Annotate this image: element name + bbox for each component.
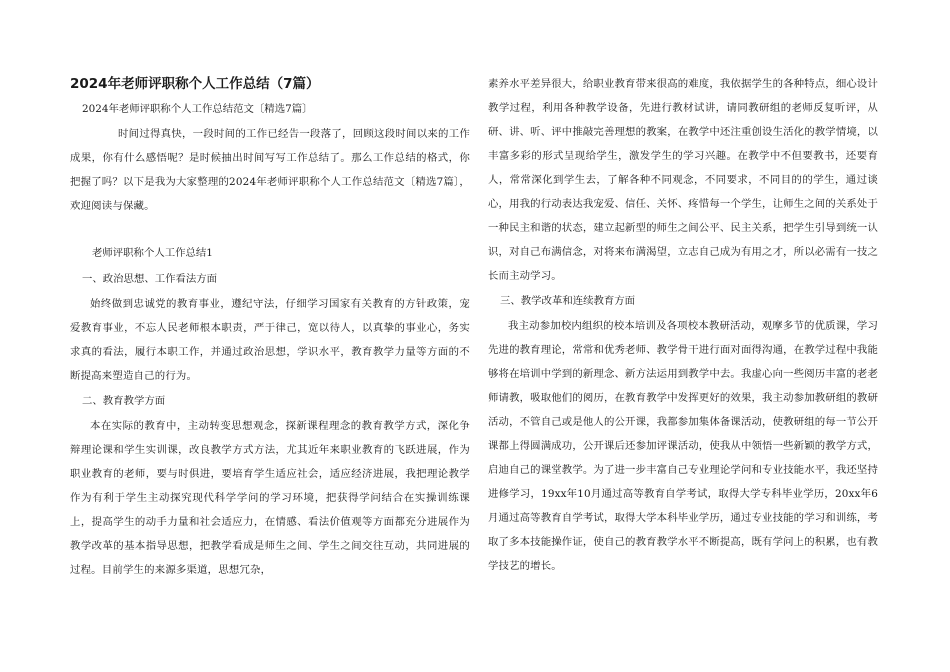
document-title: 2024年老师评职称个人工作总结（7篇）	[70, 76, 320, 92]
paragraph-politics: 始终做到忠诚党的教育事业，遵纪守法，仔细学习国家有关教育的方针政策，宠爱教育事业，不忘人民老师根本职责，严于律己，宽以待人，以真挚的事业心，务实求真的看法，履行本职工作，并通过政治思想，学识水平，教育教学力量等方面的不断提高来塑造自己的行为。	[70, 298, 470, 382]
section-title: 老师评职称个人工作总结1	[92, 247, 213, 259]
left-column	[70, 72, 470, 582]
heading-reform: 三、教学改革和连续教育方面	[500, 295, 636, 307]
blank-line	[70, 218, 470, 240]
paragraph-teaching: 本在实际的教育中，主动转变思想观念，探新课程理念的教育教学方式，深化争辩理论课和学生实训课，改良教学方式方法，尤其近年来职业教育的飞跃进展，作为职业教育的老师，要与时俱进，要培育学生适应社会，适应经济进展，我把理论教学作为有利于学生主动探究现代科学学问的学习环境，把获得学问结合在实操训练课上，提高学生的动手力量和社会适应力，在情感、看法价值观等方面都充分进展作为教学改革的基本指导思想，把教学看成是师生之间、学生之间交往互动，共同进展的过程。目前学生的来源多渠道，思想冗杂，	[70, 420, 470, 576]
heading-politics: 一、政治思想、工作看法方面	[82, 273, 218, 285]
document-subtitle: 2024年老师评职称个人工作总结范文〔精选7篇〕	[82, 103, 313, 115]
paragraph-teaching-continued: 素养水平差异很大，给职业教育带来很高的难度，我依据学生的各种特点，细心设计教学过程，利用各种教学设备，先进行教材试讲，请同教研组的老师反复听评，从研、讲、听、评中推敲完善理想的教案，在教学中还注重创设生活化的教学情境，以丰富多彩的形式呈现给学生，激发学生的学习兴趣。在教学中不但要教书，还要育人，常常深化到学生去，了解各种不同观念，不同要求，不同目的的学生，通过谈心，用我的行动表达我宠爱、信任、关怀、疼惜每一个学生，让师生之间的关系处于一种民主和谐的状态，建立起新型的师生之间公平、民主关系，把学生引导到统一认识，对自己布满信念，对将来布满渴望，立志自己成为有用之才，所以必需有一技之长而主动学习。	[488, 78, 878, 282]
paragraph-reform: 我主动参加校内组织的校本培训及各项校本教研活动，观摩多节的优质课，学习先进的教育理论，常常和优秀老师、教学骨干进行面对面得沟通，在教学过程中我能够将在培训中学到的新理念、新方法运用到教学中去。我虚心向一些阅历丰富的老老师请教，吸取他们的阅历，在教育教学中发挥更好的效果，我主动参加教研组的教研活动，不管自己或是他人的公开课，我都参加集体备课活动，使教研组的每一节公开课都上得圆满成功，公开课后还参加评课活动，使我从中领悟一些新颖的教学方式，启迪自己的课堂教学。为了进一步丰富自己专业理论学问和专业技能水平，我还坚持进修学习，19xx年10月通过高等教育自学考试，取得大学专科毕业学历，20xx年6月通过高等教育自学考试，取得大学本科毕业学历，通过专业技能的学习和训练，考取了多本技能操作证，使自己的教育教学水平不断提高，既有学问上的积累，也有教学技艺的增长。	[488, 320, 878, 572]
right-column	[488, 72, 878, 578]
intro-paragraph: 时间过得真快，一段时间的工作已经告一段落了，回顾这段时间以来的工作成果，你有什么感悟呢？是时候抽出时间写写工作总结了。那么工作总结的格式，你把握了吗？以下是我为大家整理的2024年老师评职称个人工作总结范文〔精选7篇〕，欢迎阅读与保藏。	[70, 128, 470, 212]
heading-teaching: 二、教育教学方面	[82, 395, 166, 407]
